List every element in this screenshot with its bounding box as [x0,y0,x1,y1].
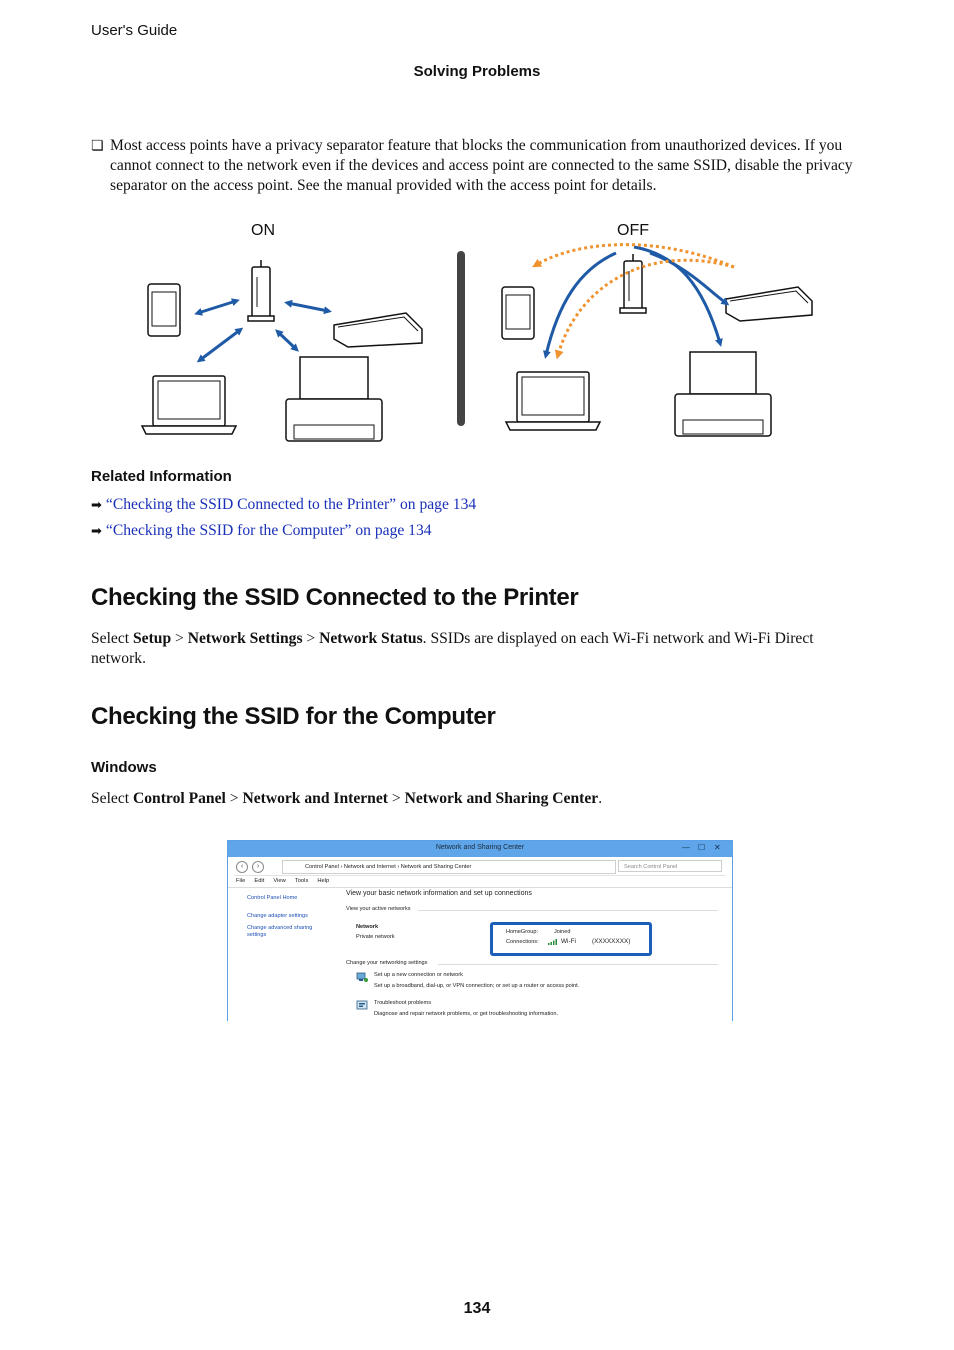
sidebar-link-control-panel-home[interactable]: Control Panel Home [247,895,298,901]
connection-value[interactable]: Wi-Fi [561,938,576,945]
scanner-icon [334,313,422,347]
related-link-text[interactable]: “Checking the SSID for the Computer” on page 134 [105,522,432,539]
section-divider [438,964,718,965]
change-settings-label: Change your networking settings [346,960,428,966]
search-input[interactable]: Search Control Panel [618,860,722,872]
privacy-separator-diagram [138,215,818,445]
laptop-icon [142,376,236,434]
related-link-text[interactable]: “Checking the SSID Connected to the Printer” on page 134 [105,496,477,513]
scanner-icon [726,287,812,321]
homegroup-label: HomeGroup: [506,929,539,935]
heading-ssid-computer: Checking the SSID for the Computer [91,703,496,730]
troubleshoot-icon [356,1000,368,1012]
section-divider [418,910,718,911]
related-information-heading: Related Information [91,468,232,485]
maximize-icon[interactable]: ☐ [698,843,706,852]
close-icon[interactable]: ✕ [714,843,721,852]
heading-ssid-printer: Checking the SSID Connected to the Printer [91,584,579,611]
guide-title: User's Guide [91,22,178,39]
diagram-label-off: OFF [617,222,649,239]
window-titlebar [228,841,732,857]
menu-bar [236,878,338,884]
related-link-ssid-printer[interactable] [91,496,476,514]
menu-file[interactable]: File [236,878,246,884]
active-networks-label: View your active networks [346,906,411,912]
connections-label: Connections: [506,939,539,945]
ssid-value: (XXXXXXXX) [592,938,631,945]
menu-tools[interactable]: Tools [294,878,309,884]
ssid-computer-instructions: Select Control Panel > Network and Internet > Network and Sharing Center. [91,790,603,807]
troubleshoot-desc: Diagnose and repair network problems, or get troubleshooting information. [374,1011,559,1017]
access-point-icon [620,254,646,313]
menu-view[interactable]: View [273,878,286,884]
setup-connection-desc: Set up a broadband, dial-up, or VPN connection; or set up a router or access point. [374,983,580,989]
network-sharing-center-screenshot [227,840,733,1021]
ssid-highlight-box [490,922,652,956]
sidebar-link-adapter-settings[interactable]: Change adapter settings [247,913,308,919]
menu-help[interactable]: Help [317,878,330,884]
homegroup-value[interactable]: Joined [554,929,571,935]
access-point-icon [248,260,274,321]
windows-subheading: Windows [91,759,157,776]
address-bar [234,859,726,876]
smartphone-icon [148,284,180,336]
link-arrow-icon: ➡ [91,498,102,513]
page-number: 134 [463,1300,491,1317]
menu-edit[interactable]: Edit [254,878,265,884]
diagram-label-on: ON [251,222,275,239]
main-title: View your basic network information and set up connections [346,890,532,897]
window-title: Network and Sharing Center [435,844,525,851]
network-type: Private network [356,934,395,940]
related-link-ssid-computer[interactable] [91,522,432,540]
back-icon[interactable]: ‹ [236,861,248,873]
printer-icon [286,357,382,441]
link-arrow-icon: ➡ [91,524,102,539]
setup-connection-link[interactable]: Set up a new connection or network [374,972,463,978]
section-title: Solving Problems [413,63,541,80]
smartphone-icon [502,287,534,339]
menu-divider [228,887,732,888]
laptop-icon [506,372,600,430]
address-path[interactable]: Control Panel › Network and Internet › Network and Sharing Center [282,860,616,874]
minimize-icon[interactable]: — [682,843,690,852]
forward-icon[interactable]: › [252,861,264,873]
sidebar-link-sharing-settings[interactable]: Change advanced sharing settings [247,925,313,938]
troubleshoot-link[interactable]: Troubleshoot problems [374,1000,432,1006]
network-name: Network [356,924,379,930]
network-setup-icon [356,971,368,983]
ssid-printer-instructions: Select Setup > Network Settings > Network Status. SSIDs are displayed on each Wi-Fi network and Wi-Fi Direct network. [91,630,814,667]
bullet-checkbox-icon: ❏ [91,137,104,153]
privacy-separator-note: Most access points have a privacy separator feature that blocks the communication from unauthorized devices. If you cannot connect to the network even if the devices and access point are connected to the same SSID, disable the privacy separator on the access point. See the manual provided with the access point for details. [110,137,853,194]
printer-icon [675,352,771,436]
